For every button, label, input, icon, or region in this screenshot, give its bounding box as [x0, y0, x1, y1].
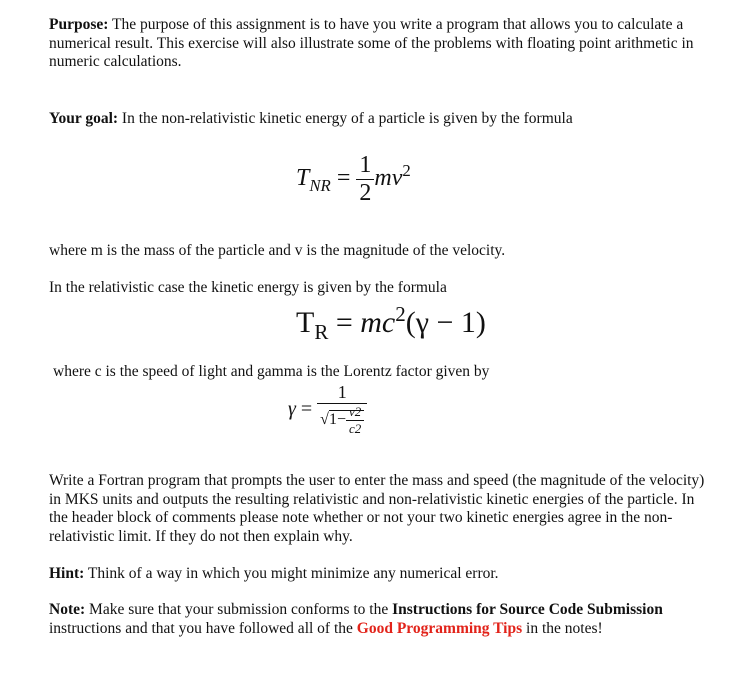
eq-nr-equals: =	[336, 165, 351, 192]
eq-g-fraction	[317, 382, 367, 437]
purpose-label: Purpose:	[49, 16, 109, 33]
eq-r-paren: (γ − 1)	[405, 306, 486, 339]
note-text-2: instructions and that you have followed all of the	[49, 619, 357, 637]
eq-nr-lhs-sub: NR	[309, 175, 331, 195]
eq-r-rhs: mc	[360, 306, 396, 339]
goal-label: Your goal:	[49, 110, 119, 127]
eq-nr-rhs: mv	[374, 165, 403, 192]
eq-g-c2: c2	[348, 421, 362, 436]
task-paragraph: Write a Fortran program that prompts the user to enter the mass and speed (the magnitude of the velocity) in MKS units and outputs the resulting relativistic and non-relativistic kinetic energies of the particle. In the header block of comments please note whether or not your two kinetic energies agree in the non-relativistic limit. If they do not then explain why.	[49, 472, 705, 545]
eq-nr-fraction	[356, 152, 374, 207]
purpose-text: The purpose of this assignment is to have you write a program that allows you to calculate a numerical result. This exercise will also illustrate some of the problems with floating point arithmetic in numeric calculations.	[49, 16, 694, 70]
purpose-paragraph	[49, 16, 714, 72]
instructions-link[interactable]: Instructions for Source Code Submission	[392, 601, 663, 618]
hint-label: Hint:	[49, 565, 85, 582]
eq-g-inner-fraction	[346, 404, 364, 437]
eq-g-num: 1	[317, 382, 367, 404]
goal-paragraph	[49, 110, 714, 129]
equation-relativistic	[296, 302, 486, 345]
eq-r-rhs-sup: 2	[395, 302, 406, 326]
where-m-paragraph: where m is the mass of the particle and v is the magnitude of the velocity.	[49, 242, 506, 259]
equation-non-relativistic	[296, 152, 411, 207]
relativistic-intro: In the relativistic case the kinetic energy is given by the formula	[49, 279, 447, 296]
good-programming-tips-link[interactable]: Good Programming Tips	[356, 619, 523, 637]
hint-text: Think of a way in which you might minimize any numerical error.	[84, 565, 499, 582]
eq-nr-rhs-sup: 2	[402, 161, 411, 181]
note-label: Note:	[49, 601, 86, 618]
where-c-paragraph: where c is the speed of light and gamma is the Lorentz factor given by	[53, 363, 490, 380]
eq-g-v2: v2	[346, 404, 364, 421]
eq-r-lhs: T	[296, 306, 315, 339]
eq-g-lhs: γ	[288, 398, 296, 420]
eq-g-minus: −	[336, 411, 346, 429]
eq-nr-den: 2	[359, 180, 372, 206]
eq-r-lhs-sub: R	[314, 320, 329, 344]
eq-nr-lhs: T	[296, 165, 310, 192]
eq-g-root-one: 1	[328, 411, 337, 429]
note-text-1: Make sure that your submission conforms to the	[85, 601, 393, 618]
eq-r-equals: =	[335, 306, 353, 339]
eq-g-den	[317, 404, 367, 437]
goal-text: In the non-relativistic kinetic energy of a particle is given by the formula	[118, 110, 573, 127]
eq-nr-num: 1	[356, 152, 374, 180]
eq-g-equals: =	[300, 398, 313, 420]
note-paragraph	[49, 601, 714, 638]
sqrt-icon: √	[320, 411, 329, 429]
hint-paragraph	[49, 565, 714, 584]
note-text-3: in the notes!	[522, 619, 603, 637]
equation-gamma	[288, 382, 367, 437]
